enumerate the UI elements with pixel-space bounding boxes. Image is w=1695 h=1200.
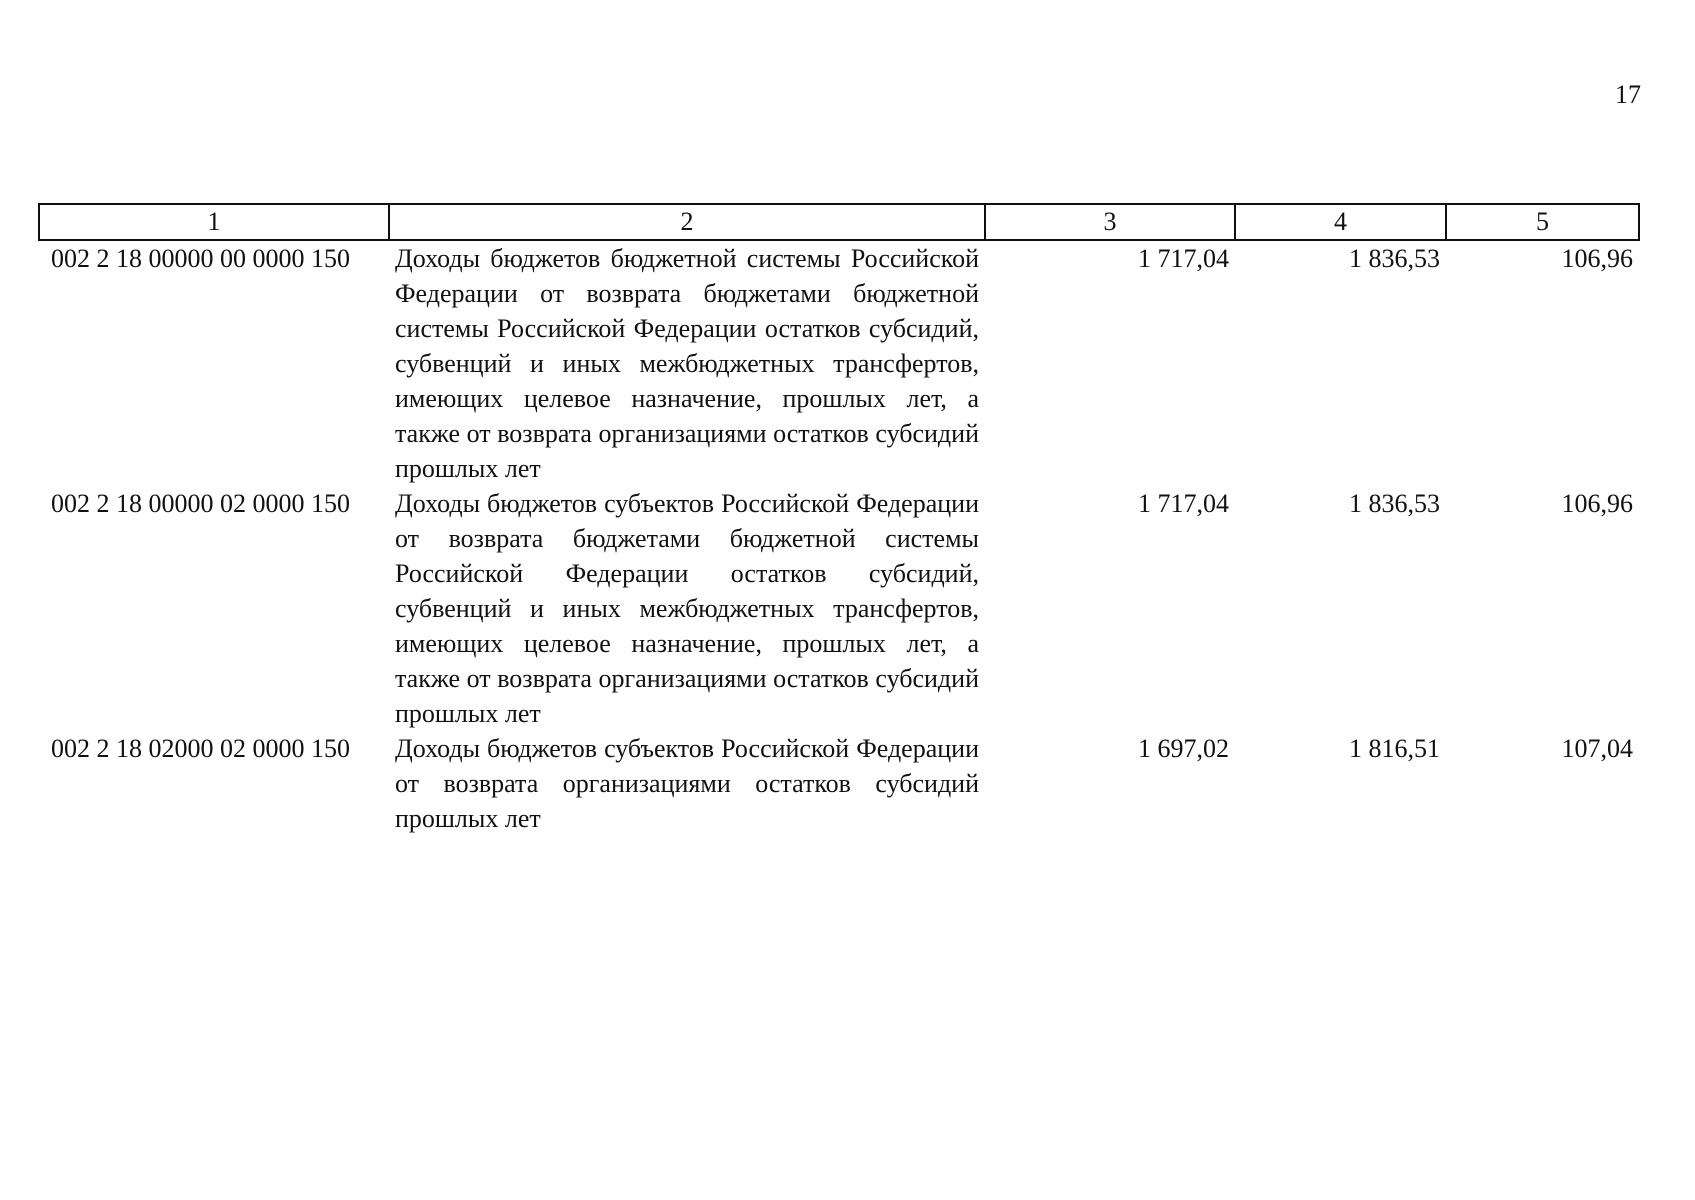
row-col5-value: 106,96 bbox=[1561, 489, 1633, 518]
header-row bbox=[39, 204, 1639, 240]
header-col-3: 3 bbox=[985, 204, 1235, 240]
row-name: Доходы бюджетов бюджетной системы Российской Федерации от возврата бюджетами бюджетной системы Российской Федерации остатков субсидий, субвенций и иных межбюджетных трансфертов, имеющих целевое назначение, прошлых лет, а также от возврата организациями остатков субсидий прошлых лет bbox=[395, 244, 979, 483]
header-col-1: 1 bbox=[39, 204, 389, 240]
table-row bbox=[39, 731, 1639, 836]
row-col4-value: 1 836,53 bbox=[1349, 489, 1440, 518]
budget-table bbox=[38, 203, 1640, 836]
row-col3-value: 1 697,02 bbox=[1138, 734, 1229, 763]
row-code: 002 2 18 00000 00 0000 150 bbox=[51, 244, 350, 273]
table-row bbox=[39, 240, 1639, 486]
row-name: Доходы бюджетов субъектов Российской Федерации от возврата организациями остатков субсидий прошлых лет bbox=[395, 734, 979, 833]
header-col-5: 5 bbox=[1446, 204, 1639, 240]
row-code: 002 2 18 02000 02 0000 150 bbox=[51, 734, 350, 763]
row-col4-value: 1 836,53 bbox=[1349, 244, 1440, 273]
row-col4-value: 1 816,51 bbox=[1349, 734, 1440, 763]
row-col5-value: 107,04 bbox=[1561, 734, 1633, 763]
row-name: Доходы бюджетов субъектов Российской Федерации от возврата бюджетами бюджетной системы Российской Федерации остатков субсидий, субвенций и иных межбюджетных трансфертов, имеющих целевое назначение, прошлых лет, а также от возврата организациями остатков субсидий прошлых лет bbox=[395, 489, 979, 728]
header-col-4: 4 bbox=[1235, 204, 1446, 240]
page-number: 17 bbox=[1615, 80, 1641, 109]
table-header bbox=[39, 204, 1639, 240]
table-row bbox=[39, 486, 1639, 731]
row-code: 002 2 18 00000 02 0000 150 bbox=[51, 489, 350, 518]
row-col5-value: 106,96 bbox=[1561, 244, 1633, 273]
row-col3-value: 1 717,04 bbox=[1138, 489, 1229, 518]
table-body bbox=[39, 240, 1639, 836]
row-col3-value: 1 717,04 bbox=[1138, 244, 1229, 273]
header-col-2: 2 bbox=[389, 204, 985, 240]
